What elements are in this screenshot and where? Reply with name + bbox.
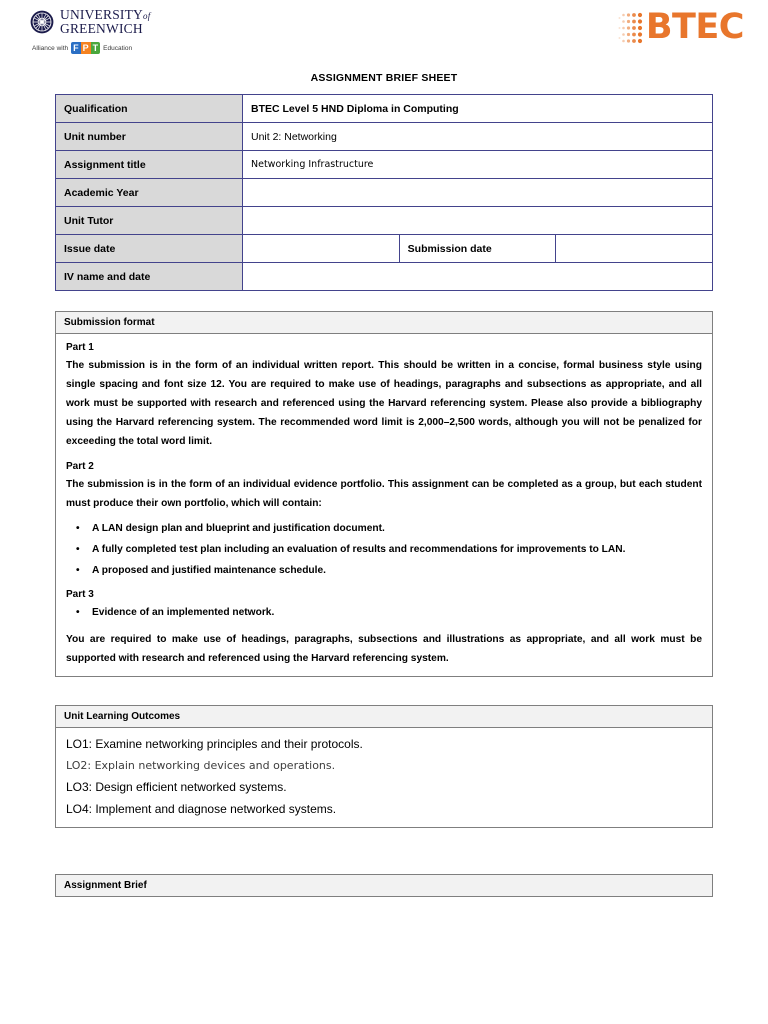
unit-tutor-label: Unit Tutor [56,207,243,235]
list-item: • A proposed and justified maintenance schedule. [92,562,702,581]
btec-logo [618,7,744,47]
submission-format-section [55,334,713,677]
list-item: • A fully completed test plan including an evaluation of results and recommendations for improvements to LAN. [92,541,702,560]
table-row [56,151,713,179]
page-header [0,0,768,62]
list-item: LO2: Explain networking devices and operations. [66,758,336,772]
alliance-suffix-text: Education [103,44,133,52]
learning-outcomes-heading: Unit Learning Outcomes [55,705,713,728]
issue-date-value[interactable] [243,235,400,263]
assignment-title-label: Assignment title [56,151,243,179]
university-word: UNIVERSITY [60,7,143,22]
page-title: ASSIGNMENT BRIEF SHEET [310,72,458,84]
unit-number-value[interactable]: Unit 2: Networking [243,123,713,151]
table-row [56,207,713,235]
part3-bullet-list [66,604,702,623]
assignment-brief-heading: Assignment Brief [55,874,713,897]
btec-wordmark: BTEC [645,7,744,47]
spacer [0,291,768,311]
part2-bullet-list [66,520,702,581]
unit-tutor-value[interactable] [243,207,713,235]
fpt-letter-f: F [73,43,79,53]
university-of-greenwich-logo [30,8,150,35]
part2-heading: Part 2 [66,461,94,473]
submission-date-label: Submission date [399,235,556,263]
spacer [0,828,768,874]
spacer [0,677,768,705]
submission-date-value[interactable] [556,235,713,263]
assignment-title-value[interactable]: Networking Infrastructure [243,151,713,179]
issue-date-label: Issue date [56,235,243,263]
table-row [56,95,713,123]
fpt-logo-icon [71,42,100,54]
table-row [56,235,713,263]
table-row [56,123,713,151]
university-of-word: of [143,11,151,21]
submission-format-body [56,334,712,676]
learning-outcomes-section [55,728,713,828]
part1-text: The submission is in the form of an individual written report. This should be written in a concise, formal business style using single spacing and font size 12. You are required to make use of headings, paragraphs and subsections as appropriate, and all work must be supported with research and referenced using the Harvard referencing system. Please also provide a bibliography using the Harvard referencing system. The recommended word limit is 2,000–2,500 words, although you will not be penalized for exceeding the total word limit. [66,360,702,447]
fpt-letter-t: T [92,43,99,53]
unit-number-label: Unit number [56,123,243,151]
list-item: • Evidence of an implemented network. [92,604,702,623]
list-item: LO3: Design efficient networked systems. [66,779,287,794]
table-row [56,179,713,207]
learning-outcomes-list [56,728,712,827]
greenwich-seal-icon [30,10,54,34]
qualification-label: Qualification [56,95,243,123]
qualification-value[interactable]: BTEC Level 5 HND Diploma in Computing [243,95,713,123]
academic-year-value[interactable] [243,179,713,207]
iv-name-and-date-label: IV name and date [56,263,243,291]
alliance-prefix-text: Alliance with [32,44,69,52]
iv-name-and-date-value[interactable] [243,263,713,291]
btec-dot-matrix-icon [618,10,644,44]
list-item: • A LAN design plan and blueprint and justification document. [92,520,702,539]
assignment-info-table [55,94,713,291]
university-wordmark [60,8,150,35]
list-item: LO4: Implement and diagnose networked systems. [66,802,337,817]
greenwich-word: GREENWICH [60,20,143,36]
table-row [56,263,713,291]
submission-format-heading: Submission format [55,311,713,334]
fpt-alliance-logo [32,42,132,54]
part1-heading: Part 1 [66,342,94,353]
fpt-letter-p: P [82,43,89,53]
list-item: LO1: Examine networking principles and their protocols. [66,737,363,752]
part2-text: The submission is in the form of an individual evidence portfolio. This assignment can be completed as a group, but each student must produce their own portfolio, which will contain: [66,479,702,510]
academic-year-label: Academic Year [56,179,243,207]
submission-format-closing-text: You are required to make use of headings, paragraphs, subsections and illustrations as appropriate, and all work must be supported with research and referenced using the Harvard referencing system. [66,633,702,664]
part3-heading: Part 3 [66,588,94,600]
